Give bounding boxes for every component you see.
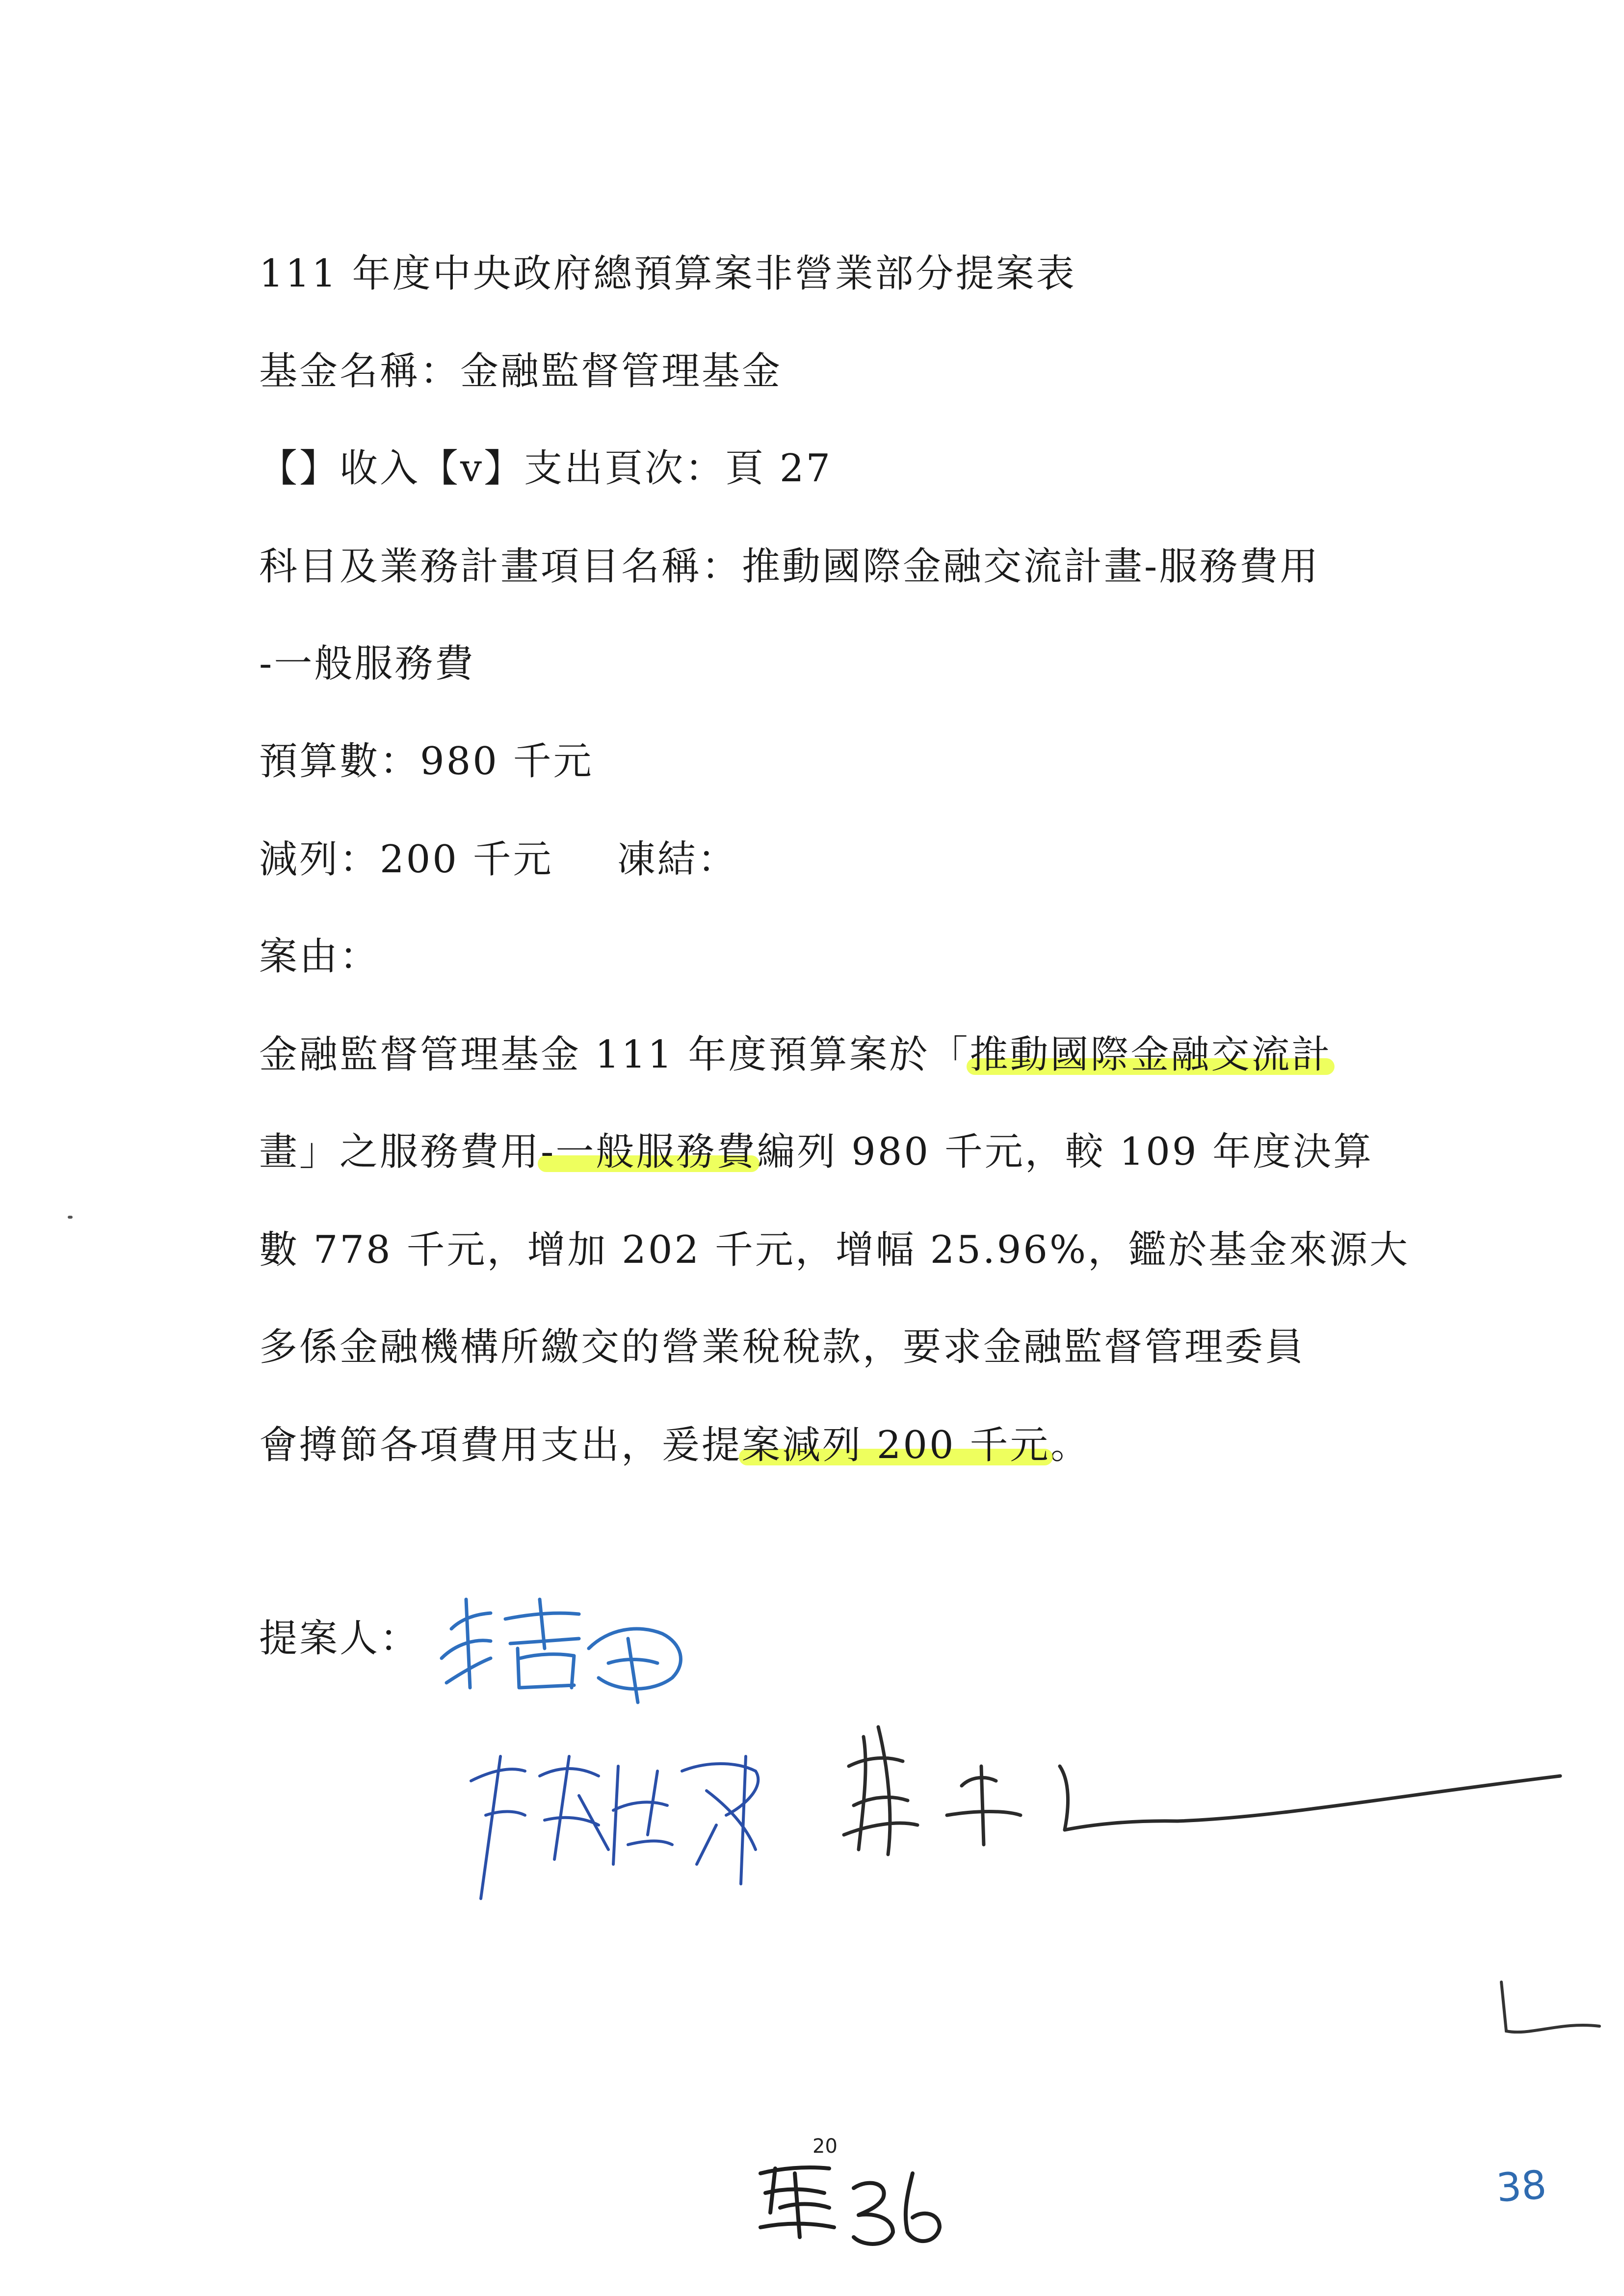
reason-text: 會撙節各項費用支出，爰提 — [259, 1423, 742, 1467]
handwritten-page-number: 38 — [1494, 2162, 1548, 2211]
page-stamp-handwriting — [746, 2154, 952, 2252]
reason-body-line-3: 數 778 千元，增加 202 千元，增幅 25.96%，鑑於基金來源大 — [259, 1228, 1410, 1272]
reason-body-line-5 — [259, 1421, 1091, 1470]
freeze-label: 凍結： — [617, 837, 738, 882]
cut-freeze-line — [259, 835, 738, 884]
signature-3 — [834, 1707, 1570, 1884]
reason-text: 金融監督管理基金 111 年度預算案於「 — [259, 1033, 970, 1077]
margin-dot — [68, 1216, 73, 1219]
reason-body-line-2 — [259, 1127, 1373, 1176]
highlighted-text: 案減列 200 千元 — [742, 1423, 1050, 1467]
margin-mark — [1492, 1977, 1619, 2046]
reason-label: 案由： — [259, 935, 380, 979]
document-title: 111 年度中央政府總預算案非營業部分提案表 — [259, 252, 1076, 296]
signature-2 — [451, 1737, 805, 1913]
highlighted-text: -一般服務費 — [541, 1130, 757, 1174]
reason-body-line-1 — [259, 1030, 1332, 1079]
reason-text: 畫」之服務費用 — [259, 1130, 541, 1174]
reason-text: 編列 980 千元，較 109 年度決算 — [757, 1130, 1374, 1174]
page-stamp-number: 20 — [812, 2135, 838, 2158]
cut-amount: 減列：200 千元 — [259, 837, 553, 882]
proposer-label: 提案人： — [259, 1617, 420, 1661]
subject-line-1: 科目及業務計畫項目名稱：推動國際金融交流計畫-服務費用 — [259, 545, 1320, 589]
reason-body-line-4: 多係金融機構所繳交的營業稅稅款，要求金融監督管理委員 — [259, 1325, 1306, 1369]
fund-name-label: 基金名稱： — [259, 349, 461, 393]
signature-1 — [432, 1590, 707, 1717]
fund-name-line — [259, 347, 782, 396]
fund-name-value: 金融監督管理基金 — [460, 349, 783, 393]
budget-line: 預算數：980 千元 — [259, 739, 594, 783]
highlighted-text: 推動國際金融交流計 — [969, 1033, 1332, 1077]
reason-text: 。 — [1050, 1423, 1091, 1467]
category-line: 【】收入【v】支出頁次：頁 27 — [259, 446, 833, 491]
subject-line-2: -一般服務費 — [259, 642, 475, 686]
